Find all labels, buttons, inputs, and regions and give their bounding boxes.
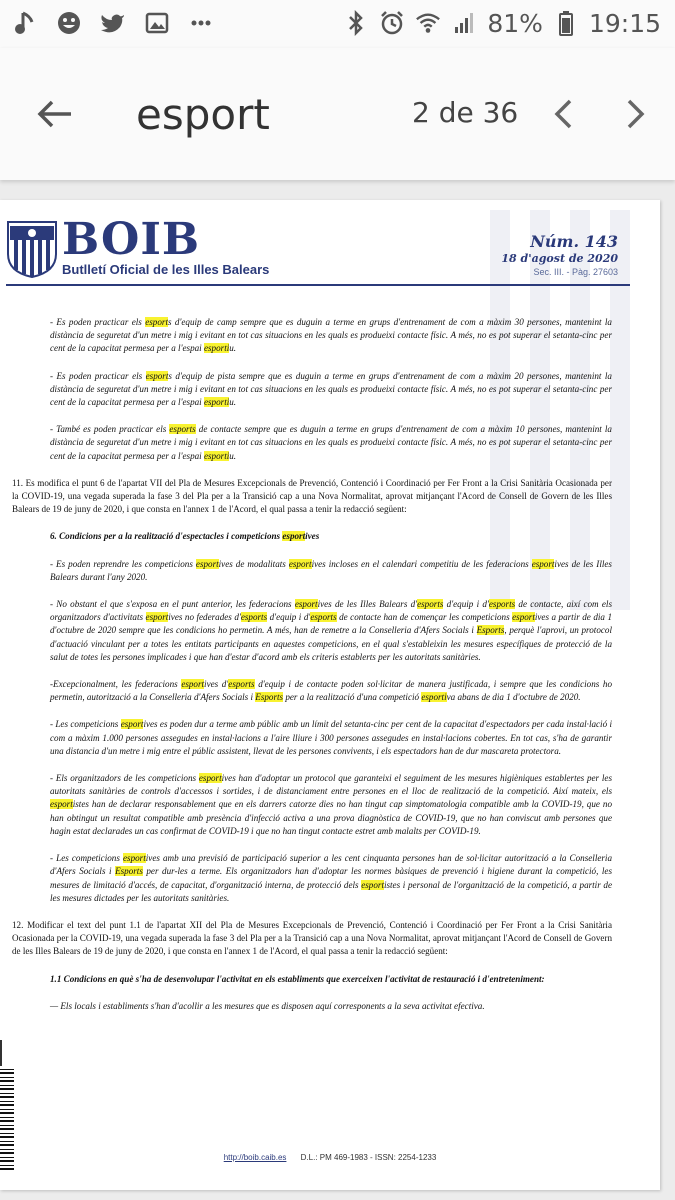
search-match-highlight[interactable]: esporti (421, 692, 447, 703)
twitter-icon (100, 8, 126, 38)
paragraph-text: u. (229, 450, 237, 461)
signal-icon (451, 8, 477, 38)
search-match-highlight[interactable]: esport (120, 719, 144, 730)
search-match-highlight[interactable]: esporti (203, 343, 230, 354)
search-match-highlight[interactable]: esport (282, 531, 306, 542)
paragraph-text: s d'equip de pista sempre que es duguin a terme en grups d'entrenament de com a màxim 20 persones, mantenint la distància de seguretat d'un metre i mig i evitant en tot cas situacions en les quals es produeixi contacte físic. A més, no es pot superar el setanta-cinc per cent de la capacitat permesa per a l'espai (50, 370, 612, 408)
paragraph-text: — Els locals i establiments s'han d'acollir a les mesures que es disposen aquí corresponents a la seva activitat efectiva. (50, 1000, 485, 1011)
paragraph-text: ives es poden dur a terme amb públic amb un límit del setanta-cinc per cent de la capacitat d'espectadors per cada instal·lació i com a màxim 1.000 persones assegudes en instal·lacions a l'aire lliure i 300 persones assegudes en instal·lacions cobertes. En tot cas, s'ha de garantir una distancia d'un metre i mig entre el públic assistent, llevat de les persones convivents, i els espectadors han de dur mascareta protectora. (50, 719, 612, 756)
paragraph-text: ives no federades d' (168, 612, 241, 623)
paragraph-text: de contacte, així com els organitzadors d'activitats (50, 599, 612, 623)
back-arrow-icon (37, 99, 73, 129)
search-match-highlight[interactable]: esport (195, 558, 219, 569)
paragraph-text: ives (305, 531, 320, 542)
search-match-highlight[interactable]: esport (198, 773, 222, 784)
search-match-highlight[interactable]: esport (145, 317, 168, 327)
paragraph-text: 11. Es modifica el punt 6 de l'apartat VII del Pla de Mesures Excepcionals de Prevenció, Contenció i Coordinació per Fer Front a la Crisi Sanitària Ocasionada per la COVID-19, una vegada superada la fase 3 del Pla per a la Transició cap a una Nova Normalitat, aprovat mitjançant l'Acord de Consell de Govern de les Illes Balears de 19 de juny de 2020, i que consta en l'annex 1 de l'Acord, el qual passa a tenir la redacció següent: (12, 477, 612, 515)
wifi-icon (415, 8, 441, 38)
search-match-highlight[interactable]: Esports (255, 692, 284, 703)
paragraph-text: va abans de dia 1 d'octubre de 2020. (446, 692, 581, 703)
paragraph-text: , perquè l'aprovi, un protocol d'actuació vinculant per a totes les entitats participants en aquestes competicions, en el qual s'estableixin les mesures específiques de protecció de la salut de totes les persones implicades i que han d'estar d'acord amb els criteris establerts per les autoritats sanitàries. (50, 625, 612, 662)
boib-subtitle: Butlletí Oficial de les Illes Balears (62, 262, 270, 277)
search-match-highlight[interactable]: esports (169, 424, 196, 435)
section-page: Sec. III. - Pàg. 27603 (533, 267, 618, 277)
chevron-left-icon (553, 98, 573, 130)
document-page[interactable] (0, 200, 660, 1190)
paragraph-text: de contacte han de començar les competicions (336, 612, 513, 623)
paragraph-text: per dur-les a terme. Els organitzadors han d'adoptar les normes bàsiques de prevenció i higiene durant la competició, les mesures de limitació d'accés, de capacitat, d'organització interna, de protecció dels (50, 866, 612, 890)
search-match-highlight[interactable]: esport (361, 879, 384, 890)
boib-link[interactable]: http://boib.caib.es (223, 1153, 287, 1162)
header-divider (6, 284, 630, 286)
paragraph-text: - També es poden practicar els (50, 424, 170, 435)
search-match-highlight[interactable]: esport (294, 599, 318, 610)
paragraph-text: ives amb una previsió de participació superior a les cent cinquanta persones han de sol·licitar autorització a la Conselleria d'Afers Socials i (50, 853, 612, 877)
search-match-highlight[interactable]: esport (531, 558, 555, 569)
paragraph-text: de contacte sempre que es duguin a terme en grups d'entrenament de com a màxim 10 persones, mantenint la distància de seguretat d'un metre i mig i evitant en tot cas situacions en les quals es produeixi contacte físic. A més, no es pot superar el setanta-cinc per cent de la capacitat permesa per a l'espai (50, 424, 612, 461)
issue-number: Núm. 143 (530, 232, 618, 251)
alarm-icon (379, 8, 405, 38)
search-match-highlight[interactable]: Esports (476, 625, 505, 636)
paragraph-text: ives de les Illes Balears d' (317, 599, 418, 610)
issue-date: 18 d'agost de 2020 (501, 252, 618, 265)
paragraph (50, 558, 612, 584)
paragraph (12, 477, 612, 517)
paragraph-text: istes han de declarar responsablement que en els darrers catorze dies no han tingut cap simptomatologia compatible amb la COVID-19, que no han obtingut un resultat compatible amb presència d'infecció activa a una prova diagnòstica de COVID-19, que no han conviscut amb persones que hagin estat declarades un cas confirmat de COVID-19 i que no han tingut contacte estret amb malalts per COVID-19. (50, 799, 612, 836)
paragraph (50, 973, 612, 986)
paragraph-text: u. (229, 343, 237, 354)
paragraph-text: - Es poden practicar els (50, 317, 146, 327)
paragraph-text: - Les competicions (50, 719, 121, 730)
search-match-highlight[interactable]: esports (417, 599, 444, 610)
paragraph (50, 598, 612, 664)
image-icon (144, 8, 170, 38)
battery-icon (553, 8, 579, 38)
paragraph-text: ives de modalitats (218, 558, 289, 569)
paragraph-text: - Es poden reprendre les competicions (50, 558, 196, 569)
search-input[interactable]: esport (136, 90, 270, 139)
paragraph (50, 852, 612, 905)
paragraph-text: d'equip i d' (267, 612, 311, 623)
emoji-icon (56, 8, 82, 38)
paragraph-text: ives incloses en el calendari competitiu de les federacions (311, 558, 532, 569)
legal-info: D.L.: PM 469-1983 - ISSN: 2254-1233 (300, 1153, 437, 1162)
boib-title: BOIB (62, 214, 201, 265)
search-match-highlight[interactable]: esport (288, 558, 312, 569)
paragraph (50, 370, 612, 410)
paragraph-text: 12. Modificar el text del punt 1.1 de l'apartat XII del Pla de Mesures Excepcionals de Prevenció, Contenció i Coordinació per Fer Front a la Crisi Sanitària Ocasionada per la COVID-19, una vegada superada la fase 3 del Pla per a la Transició cap a una Nova Normalitat, aprovat mitjançant l'Acord de Consell de Govern de les Illes Balears de 19 de juny de 2020, i que consta en l'annex 1 de l'Acord, el qual passa a tenir la redacció següent: (12, 919, 612, 957)
search-match-highlight[interactable]: esport (145, 612, 169, 623)
more-dots-icon (188, 8, 214, 38)
battery-percentage: 81% (487, 8, 543, 38)
search-match-highlight[interactable]: Esports (115, 866, 143, 877)
paragraph-text: -Excepcionalment, les federacions (50, 679, 182, 690)
paragraph-text: per a la realització d'una competició (283, 692, 422, 703)
paragraph-text: - Es poden practicar els (50, 370, 146, 381)
paragraph-text: 6. Condicions per a la realització d'espectacles i competicions (50, 531, 283, 542)
previous-match-button[interactable] (545, 92, 581, 136)
search-match-highlight[interactable]: esports (310, 612, 337, 623)
paragraph-text: ives de les Illes Balears durant l'any 2020. (50, 558, 612, 582)
paragraph-text: d'equip i de contacte poden sol·licitar de manera justificada, i sempre que les condicions ho permetin, autorització a la Conselleria d'Afers Socials i (50, 679, 612, 703)
paragraph-text: - No obstant el que s'exposa en el punt anterior, les federacions (50, 599, 295, 610)
search-match-highlight[interactable]: esport (145, 370, 169, 381)
paragraph (50, 718, 612, 758)
paragraph-text: - Les competicions (50, 853, 124, 864)
page-footer (0, 1153, 660, 1162)
paragraph-text: d'equip i d' (443, 599, 489, 610)
paragraph (50, 530, 612, 543)
search-match-highlight[interactable]: esports (228, 679, 255, 690)
back-button[interactable] (30, 92, 80, 136)
search-match-highlight[interactable]: esport (181, 679, 205, 690)
paragraph (12, 919, 612, 959)
paragraph-text: istes i personal de l'organització de la competició, a partir de les mesures dictades per les autoritats sanitàries. (50, 879, 612, 903)
search-match-highlight[interactable]: esporti (203, 450, 230, 461)
find-in-page-bar (0, 48, 675, 180)
paragraph-text: 1.1 Condicions en què s'ha de desenvolupar l'activitat en els establiments que exerceixen l'activitat de restauració i d'entreteniment: (50, 973, 545, 984)
clock: 19:15 (588, 8, 661, 38)
search-match-highlight[interactable]: esports (488, 599, 516, 610)
paragraph-text: ives d' (204, 679, 229, 690)
paragraph (50, 772, 612, 838)
next-match-button[interactable] (618, 92, 654, 136)
search-match-highlight[interactable]: esport (123, 853, 146, 864)
paragraph (50, 1000, 612, 1013)
paragraph-text: ives a partir de dia 1 d'octubre de 2020 sempre que les condicions ho permetin. A més, han de remetre a la Conselleria d'Afers Socials i (50, 612, 612, 636)
boib-crest-logo (6, 220, 58, 278)
search-match-highlight[interactable]: esporti (203, 397, 230, 408)
music-icon (12, 8, 38, 38)
search-match-highlight[interactable]: esport (512, 612, 535, 623)
paragraph (50, 423, 612, 463)
paragraph-text: u. (229, 397, 237, 408)
status-bar (0, 0, 675, 48)
paragraph-text: ives han d'adoptar un protocol que garanteixi el seguiment de les mesures higièniques establertes per les autoritats sanitàries de controls d'accessos i sortides, i de distanciament entre persones en el lloc de realització de la competició. Així mateix, els (50, 773, 613, 797)
bluetooth-icon (343, 8, 369, 38)
paragraph-text: - Els organitzadors de les competicions (50, 773, 199, 784)
match-counter: 2 de 36 (412, 96, 519, 129)
paragraph-text: s d'equip de camp sempre que es duguin a terme en grups d'entrenament de com a màxim 30 persones, mantenint la distància de seguretat d'un metre i mig i evitant en tot cas situacions en les quals es produeixi contacte físic. A més, no es pot superar el setanta-cinc per cent de la capacitat permesa per a l'espai (50, 317, 612, 354)
search-match-highlight[interactable]: esport (50, 799, 73, 810)
document-body (12, 316, 612, 1027)
chevron-right-icon (626, 98, 646, 130)
search-match-highlight[interactable]: esports (240, 612, 268, 623)
paragraph (50, 316, 612, 356)
paragraph (50, 678, 612, 704)
